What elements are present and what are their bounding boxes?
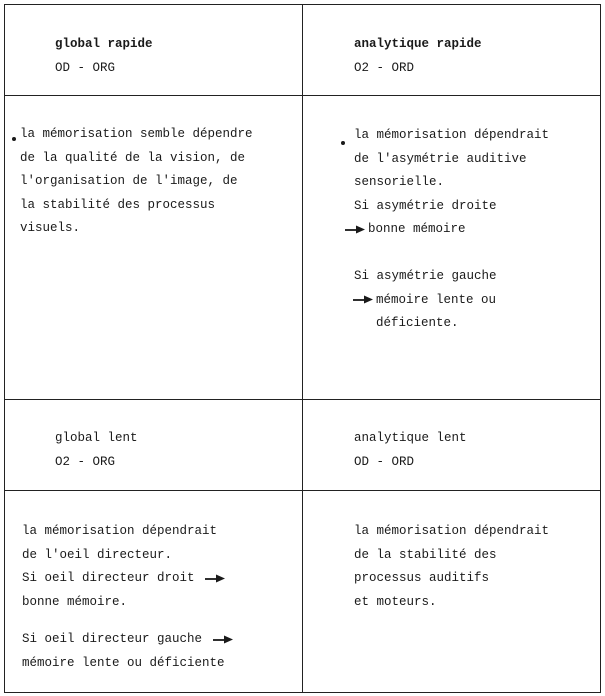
- header-subtitle: OD - ORD: [354, 454, 415, 469]
- header-global-rapide: [55, 33, 153, 80]
- row-divider-1: [4, 95, 601, 96]
- body-line: la mémorisation dépendrait: [354, 524, 550, 538]
- body-global-rapide: [20, 123, 253, 241]
- body-line: l'organisation de l'image, de: [20, 174, 238, 188]
- header-global-lent: [55, 427, 138, 474]
- body-line: visuels.: [20, 221, 81, 235]
- bullet-point: [341, 141, 345, 145]
- arrow-line: [22, 567, 236, 591]
- body-line: bonne mémoire.: [22, 594, 128, 609]
- right-arrow-icon: [344, 224, 366, 234]
- body-line: de l'oeil directeur.: [22, 547, 173, 562]
- row-divider-3: [4, 490, 601, 491]
- body-line: de l'asymétrie auditive: [354, 151, 527, 166]
- right-arrow-icon: [352, 294, 374, 304]
- arrow-line: [354, 289, 549, 313]
- body-line: de la stabilité des: [354, 547, 497, 562]
- body-analytique-lent: [354, 520, 549, 614]
- header-subtitle: O2 - ORG: [55, 454, 116, 469]
- arrow-line: [354, 218, 549, 242]
- body-line: et moteurs.: [354, 594, 437, 609]
- right-arrow-icon: [212, 634, 234, 644]
- column-divider: [302, 4, 303, 693]
- body-line: mémoire lente ou déficiente: [22, 655, 225, 670]
- header-analytique-lent: [354, 427, 467, 474]
- arrow-text: bonne mémoire: [368, 222, 466, 236]
- header-analytique-rapide: [354, 33, 482, 80]
- body-line: Si asymétrie droite: [354, 198, 497, 213]
- body-line: la mémorisation dépendrait: [354, 128, 550, 142]
- arrow-text: mémoire lente ou: [376, 292, 497, 307]
- header-title: global rapide: [55, 37, 153, 51]
- arrow-line: [22, 628, 236, 652]
- body-analytique-rapide: [354, 124, 549, 336]
- bullet-point: [12, 137, 16, 141]
- body-global-lent: [22, 520, 236, 675]
- body-line: sensorielle.: [354, 175, 445, 189]
- header-title: global lent: [55, 431, 138, 445]
- right-arrow-icon: [204, 573, 226, 583]
- body-line: déficiente.: [376, 316, 459, 330]
- body-line: de la qualité de la vision, de: [20, 150, 246, 165]
- header-subtitle: OD - ORG: [55, 60, 116, 75]
- header-title: analytique rapide: [354, 37, 482, 51]
- arrow-lead-text: Si oeil directeur gauche: [22, 632, 203, 646]
- body-line: Si asymétrie gauche: [354, 269, 497, 283]
- row-divider-2: [4, 399, 601, 400]
- body-line: processus auditifs: [354, 571, 490, 585]
- header-title: analytique lent: [354, 431, 467, 445]
- body-line: la mémorisation semble dépendre: [20, 127, 253, 141]
- header-subtitle: O2 - ORD: [354, 60, 415, 75]
- body-line: la mémorisation dépendrait: [22, 524, 218, 538]
- body-line: la stabilité des processus: [20, 197, 216, 212]
- arrow-lead-text: Si oeil directeur droit: [22, 571, 195, 585]
